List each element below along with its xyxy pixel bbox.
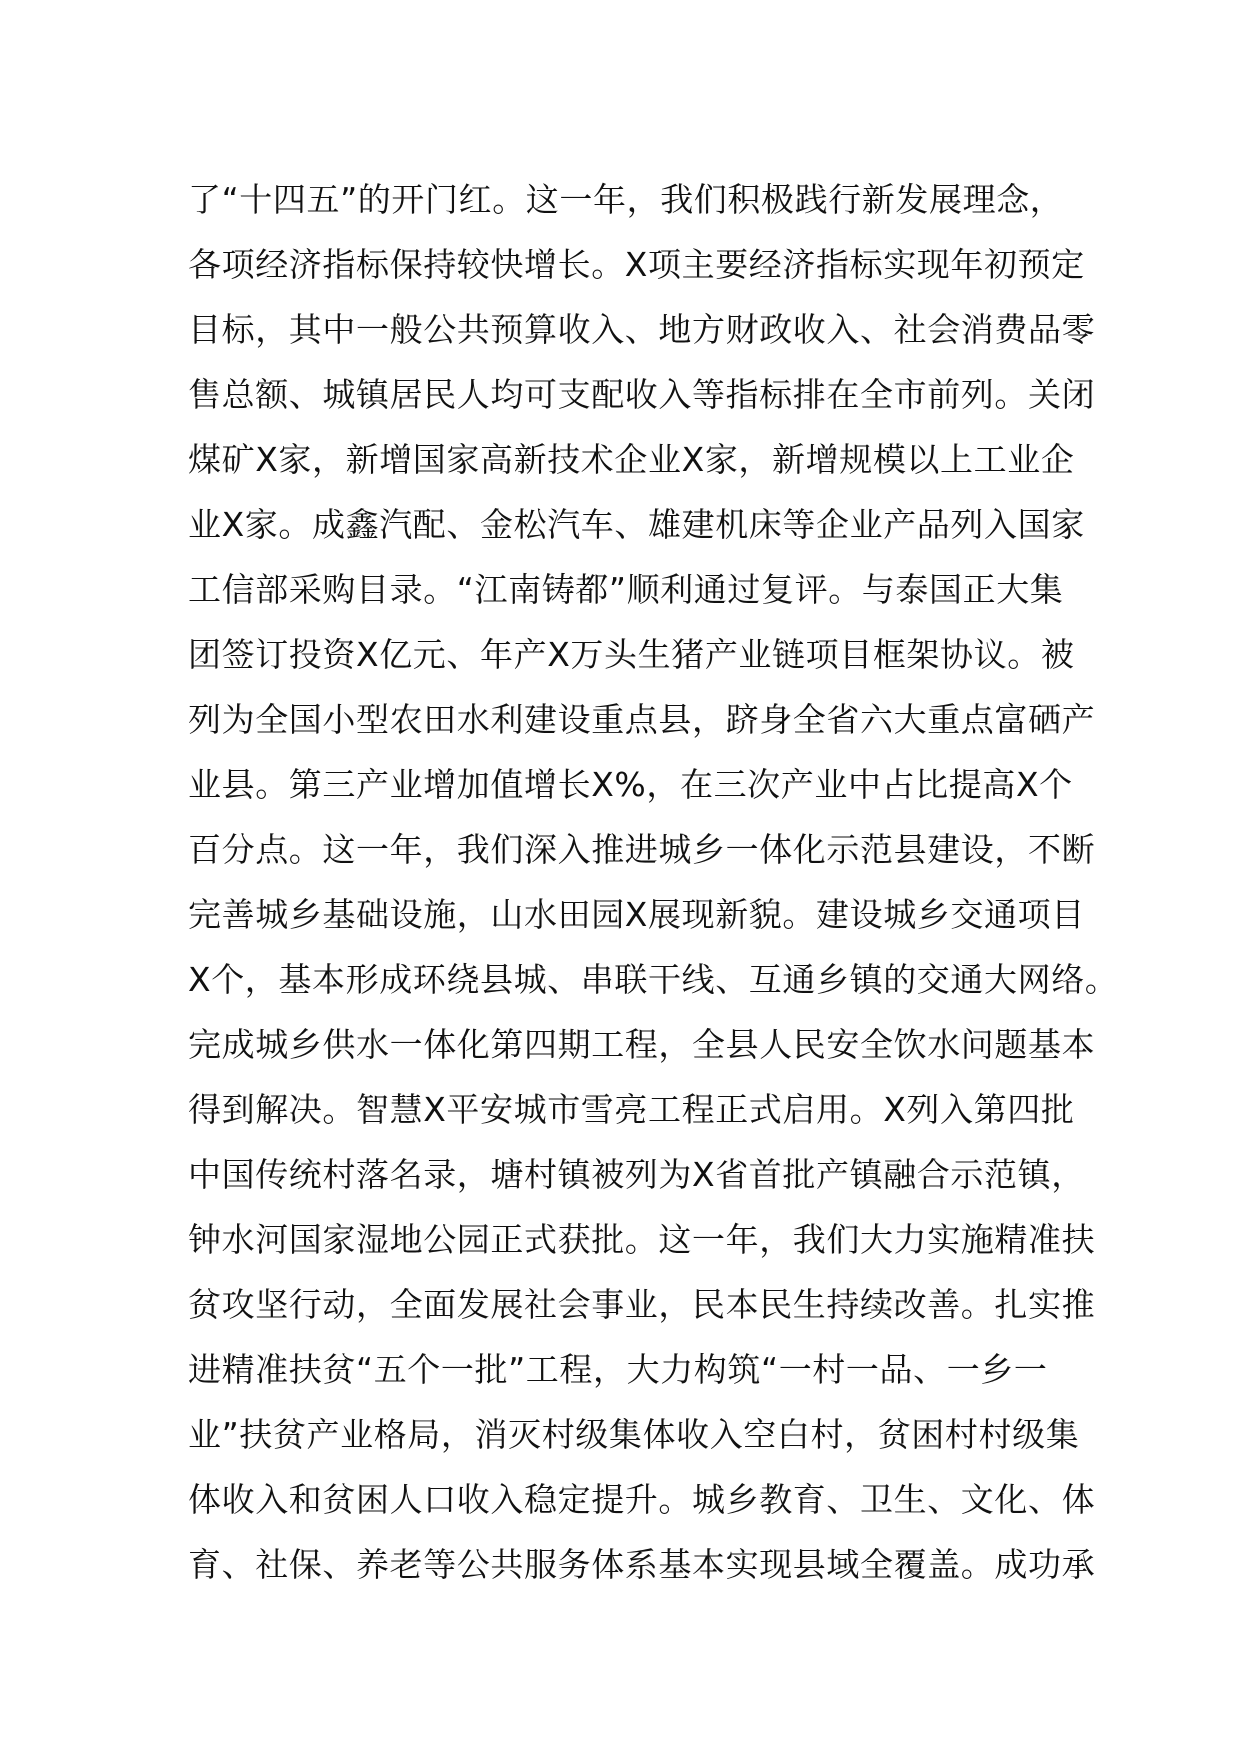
text-line-21: 体收入和贫困人口收入稳定提升。城乡教育、卫生、文化、体 <box>188 1480 1096 1519</box>
text-line-20: 业”扶贫产业格局，消灭村级集体收入空白村，贫困村村级集 <box>188 1415 1080 1454</box>
text-line-22: 育、社保、养老等公共服务体系基本实现县域全覆盖。成功承 <box>188 1545 1096 1584</box>
text-line-5: 煤矿X家，新增国家高新技术企业X家，新增规模以上工业企 <box>188 440 1075 479</box>
text-line-6: 业X家。成鑫汽配、金松汽车、雄建机床等企业产品列入国家 <box>188 505 1085 544</box>
text-line-15: 得到解决。智慧X平安城市雪亮工程正式启用。X列入第四批 <box>188 1090 1075 1129</box>
text-line-12: 完善城乡基础设施，山水田园X展现新貌。建设城乡交通项目 <box>188 895 1085 934</box>
text-line-7: 工信部采购目录。“江南铸都”顺利通过复评。与泰国正大集 <box>188 570 1064 609</box>
text-line-4: 售总额、城镇居民人均可支配收入等指标排在全市前列。关闭 <box>188 375 1096 414</box>
text-line-13: X个，基本形成环绕县城、串联干线、互通乡镇的交通大网络。 <box>188 960 1119 999</box>
text-line-9: 列为全国小型农田水利建设重点县，跻身全省六大重点富硒产 <box>188 700 1096 739</box>
text-line-14: 完成城乡供水一体化第四期工程，全县人民安全饮水问题基本 <box>188 1025 1096 1064</box>
text-line-17: 钟水河国家湿地公园正式获批。这一年，我们大力实施精准扶 <box>188 1220 1096 1259</box>
text-line-3: 目标，其中一般公共预算收入、地方财政收入、社会消费品零 <box>188 310 1096 349</box>
body-paragraph <box>188 167 1119 1597</box>
text-line-2: 各项经济指标保持较快增长。X项主要经济指标实现年初预定 <box>188 245 1085 284</box>
text-line-1: 了“十四五”的开门红。这一年，我们积极践行新发展理念， <box>188 180 1064 219</box>
text-line-10: 业县。第三产业增加值增长X%，在三次产业中占比提高X个 <box>188 765 1073 804</box>
text-line-11: 百分点。这一年，我们深入推进城乡一体化示范县建设，不断 <box>188 830 1096 869</box>
text-line-8: 团签订投资X亿元、年产X万头生猪产业链项目框架协议。被 <box>188 635 1075 674</box>
text-line-18: 贫攻坚行动，全面发展社会事业，民本民生持续改善。扎实推 <box>188 1285 1096 1324</box>
text-line-16: 中国传统村落名录，塘村镇被列为X省首批产镇融合示范镇， <box>188 1155 1085 1194</box>
text-line-19: 进精准扶贫“五个一批”工程，大力构筑“一村一品、一乡一 <box>188 1350 1048 1389</box>
